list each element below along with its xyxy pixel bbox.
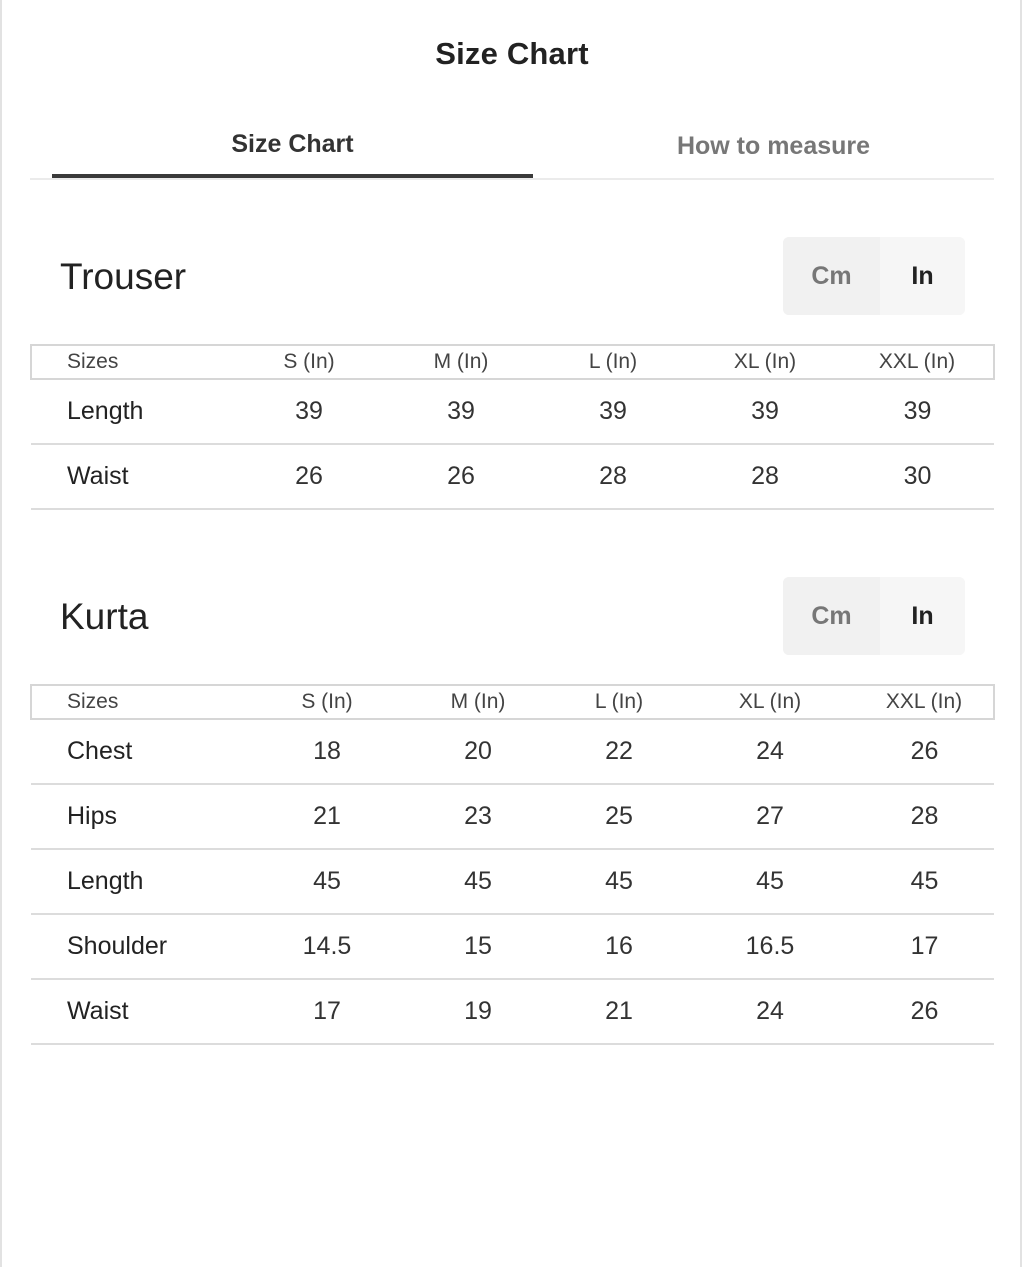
header-size-s: S (In) <box>233 345 385 379</box>
table-row <box>31 784 994 849</box>
header-size-m: M (In) <box>385 345 537 379</box>
header-size-xl: XL (In) <box>689 345 841 379</box>
kurta-size-table <box>30 684 995 1045</box>
cell-value: 21 <box>251 784 403 849</box>
table-row <box>31 914 994 979</box>
cell-value: 26 <box>385 444 537 509</box>
header-size-l: L (In) <box>553 685 685 719</box>
cell-value: 28 <box>689 444 841 509</box>
header-size-s: S (In) <box>251 685 403 719</box>
header-sizes: Sizes <box>31 685 251 719</box>
table-row <box>31 849 994 914</box>
cell-value: 20 <box>403 719 553 784</box>
header-size-xl: XL (In) <box>685 685 855 719</box>
table-row <box>31 444 994 509</box>
cell-value: 19 <box>403 979 553 1044</box>
tab-how-to-measure[interactable]: How to measure <box>676 131 871 160</box>
cell-value: 39 <box>689 379 841 444</box>
kurta-unit-cm-button[interactable]: Cm <box>783 577 880 655</box>
table-header-row <box>31 345 994 379</box>
header-sizes: Sizes <box>31 345 233 379</box>
row-label: Shoulder <box>31 914 251 979</box>
cell-value: 45 <box>855 849 994 914</box>
row-label: Length <box>31 849 251 914</box>
row-label: Waist <box>31 979 251 1044</box>
trouser-unit-cm-button[interactable]: Cm <box>783 237 880 315</box>
header-size-l: L (In) <box>537 345 689 379</box>
cell-value: 17 <box>855 914 994 979</box>
cell-value: 17 <box>251 979 403 1044</box>
kurta-unit-in-button[interactable]: In <box>880 577 965 655</box>
row-label: Waist <box>31 444 233 509</box>
table-header-row <box>31 685 994 719</box>
cell-value: 14.5 <box>251 914 403 979</box>
kurta-unit-toggle <box>783 577 965 655</box>
cell-value: 24 <box>685 719 855 784</box>
table-row <box>31 979 994 1044</box>
cell-value: 45 <box>685 849 855 914</box>
cell-value: 26 <box>855 979 994 1044</box>
cell-value: 18 <box>251 719 403 784</box>
cell-value: 39 <box>537 379 689 444</box>
header-size-xxl: XXL (In) <box>855 685 994 719</box>
trouser-unit-in-button[interactable]: In <box>880 237 965 315</box>
page-title: Size Chart <box>435 36 589 71</box>
cell-value: 16.5 <box>685 914 855 979</box>
header-size-m: M (In) <box>403 685 553 719</box>
cell-value: 39 <box>233 379 385 444</box>
row-label: Length <box>31 379 233 444</box>
cell-value: 30 <box>841 444 994 509</box>
kurta-section-title: Kurta <box>60 596 149 637</box>
cell-value: 45 <box>251 849 403 914</box>
cell-value: 24 <box>685 979 855 1044</box>
cell-value: 16 <box>553 914 685 979</box>
row-label: Hips <box>31 784 251 849</box>
cell-value: 22 <box>553 719 685 784</box>
trouser-size-table <box>30 344 995 510</box>
cell-value: 45 <box>403 849 553 914</box>
tab-bar <box>30 104 994 180</box>
cell-value: 28 <box>855 784 994 849</box>
trouser-unit-toggle <box>783 237 965 315</box>
cell-value: 15 <box>403 914 553 979</box>
cell-value: 45 <box>553 849 685 914</box>
cell-value: 39 <box>385 379 537 444</box>
cell-value: 25 <box>553 784 685 849</box>
row-label: Chest <box>31 719 251 784</box>
trouser-section-title: Trouser <box>60 256 187 297</box>
cell-value: 26 <box>855 719 994 784</box>
header-size-xxl: XXL (In) <box>841 345 994 379</box>
cell-value: 26 <box>233 444 385 509</box>
cell-value: 21 <box>553 979 685 1044</box>
tab-size-chart[interactable]: Size Chart <box>52 104 533 178</box>
table-row <box>31 719 994 784</box>
cell-value: 28 <box>537 444 689 509</box>
cell-value: 27 <box>685 784 855 849</box>
cell-value: 23 <box>403 784 553 849</box>
cell-value: 39 <box>841 379 994 444</box>
table-row <box>31 379 994 444</box>
